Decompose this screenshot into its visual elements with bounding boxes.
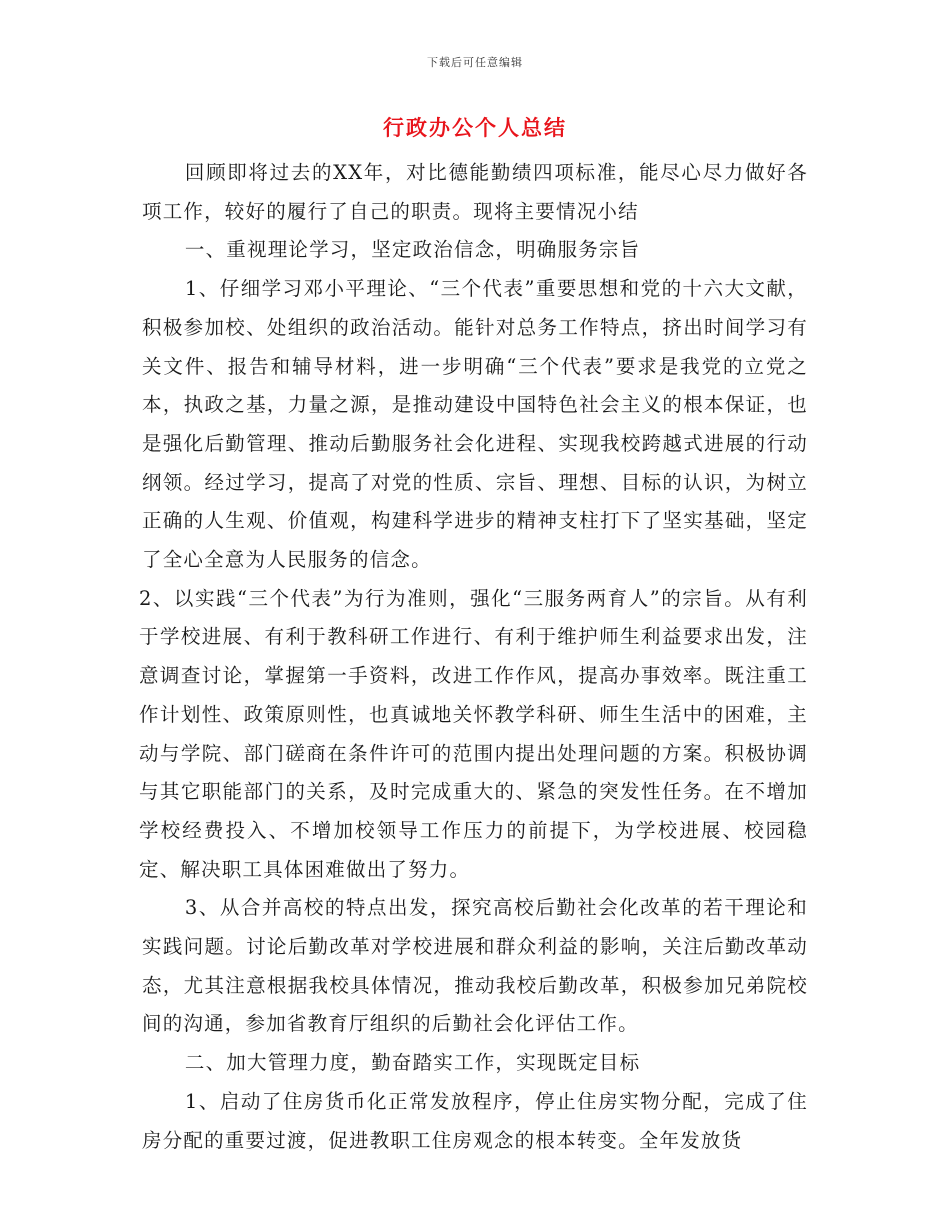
paragraph-item-1-3: 3、从合并高校的特点出发，探究高校后勤社会化改革的若干理论和实践问题。讨论后勤改革对学校进展和群众利益的影响，关注后勤改革动态，尤其注意根据我校具体情况，推动我校后勤改革，积极参加兄弟院校间的沟通，参加省教育厅组织的后勤社会化评估工作。 (142, 896, 808, 1036)
section-heading-1: 一、重视理论学习，坚定政治信念，明确服务宗旨 (184, 238, 641, 262)
paragraph-item-1-2: 2、以实践“三个代表”为行为准则，强化“三服务两育人”的宗旨。从有利于学校进展、有利于教科研工作进行、有利于维护师生利益要求出发，注意调查讨论，掌握第一手资料，改进工作作风，提高办事效率。既注重工作计划性、政策原则性，也真诚地关怀教学科研、师生生活中的困难，主动与学院、部门磋商在条件许可的范围内提出处理问题的方案。积极协调与其它职能部门的关系，及时完成重大的、紧急的突发性任务。在不增加学校经费投入、不增加校领导工作压力的前提下，为学校进展、校园稳定、解决职工具体困难做出了努力。 (139, 586, 808, 881)
paragraph-item-1-1: 1、仔细学习邓小平理论、“三个代表”重要思想和党的十六大文献，积极参加校、处组织的政治活动。能针对总务工作特点，挤出时间学习有关文件、报告和辅导材料，进一步明确“三个代表”要求是我党的立党之本，执政之基，力量之源，是推动建设中国特色社会主义的根本保证，也是强化后勤管理、推动后勤服务社会化进程、实现我校跨越式进展的行动纲领。经过学习，提高了对党的性质、宗旨、理想、目标的认识，为树立正确的人生观、价值观，构建科学进步的精神支柱打下了坚实基础，坚定了全心全意为人民服务的信念。 (142, 277, 808, 572)
header-note: 下载后可任意编辑 (427, 56, 523, 69)
paragraph-intro: 回顾即将过去的XX年，对比德能勤绩四项标准，能尽心尽力做好各项工作，较好的履行了自己的职责。现将主要情况小结 (142, 161, 808, 223)
document-body (139, 154, 808, 1160)
paragraph-item-2-1: 1、启动了住房货币化正常发放程序，停止住房实物分配，完成了住房分配的重要过渡，促进教职工住房观念的根本转变。全年发放货 (142, 1089, 808, 1152)
document-title: 行政办公个人总结 (383, 115, 567, 140)
section-heading-2: 二、加大管理力度，勤奋踏实工作，实现既定目标 (184, 1051, 641, 1075)
